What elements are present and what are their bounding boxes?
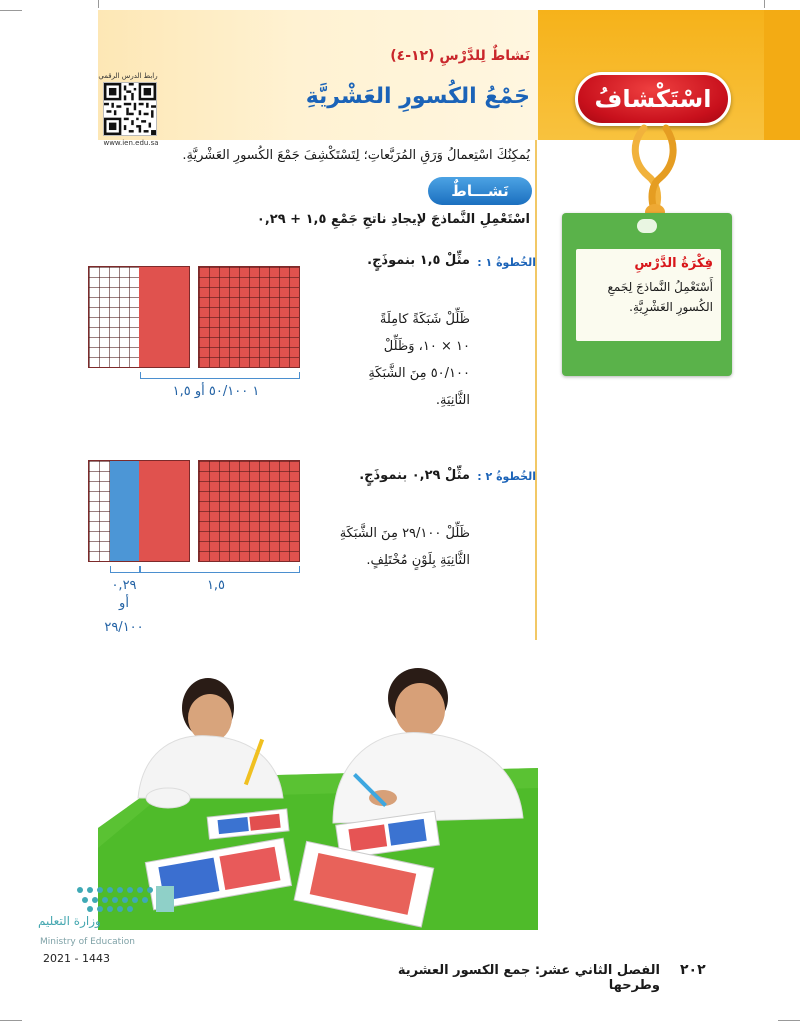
ministry-name-arabic: وزارة التعليم bbox=[38, 914, 101, 928]
activity-subtitle: نَشاطٌ لِلدَّرْسِ (١٢-٤) bbox=[390, 48, 530, 64]
qr-url[interactable]: www.ien.edu.sa bbox=[103, 139, 159, 147]
intro-text: يُمكِنُكَ اسْتِعمالُ وَرَقِ المُرَبَّعاتِ؛ لِتَسْتَكْشِفَ جَمْعَ الكُسورِ العَشْريَّةِ. bbox=[182, 148, 530, 163]
discover-label: اسْتَكْشافُ bbox=[594, 85, 712, 113]
step1-line: ظَلِّلْ شَبَكَةً كامِلَةً bbox=[379, 312, 470, 327]
page-number: ٢٠٢ bbox=[680, 962, 706, 978]
step2-grid-partial bbox=[88, 460, 190, 562]
step2-or: أو bbox=[119, 596, 129, 611]
step1-shaded-region bbox=[139, 267, 189, 367]
lesson-idea-card bbox=[576, 249, 721, 341]
crop-mark bbox=[778, 1020, 800, 1021]
crop-mark bbox=[98, 0, 99, 8]
column-divider bbox=[535, 140, 537, 640]
step1-label: الخُطوةُ ١ : bbox=[477, 256, 536, 269]
step2-small-value: ٠,٢٩ bbox=[111, 578, 137, 593]
ministry-logo-icon bbox=[70, 882, 180, 914]
discover-badge bbox=[575, 72, 731, 126]
task-text: اسْتَعْمِلِ النَّماذجَ لإيجادِ ناتجِ جَمْعِ ١,٥ + ٠,٢٩ bbox=[256, 212, 530, 227]
chapter-title: الفصل الثاني عشر: جمع الكسور العشرية وطرحها bbox=[397, 963, 660, 993]
step2-label: الخُطوةُ ٢ : bbox=[477, 470, 536, 483]
ministry-name-english: Ministry of Education bbox=[40, 937, 135, 947]
header-band bbox=[98, 10, 538, 140]
step2-brace-large bbox=[140, 566, 300, 573]
activity-badge-label: نَشـــاطٌ bbox=[451, 182, 509, 200]
step1-line: ٥٠/١٠٠ مِنَ الشَّبَكَةِ bbox=[368, 366, 470, 381]
step2-large-value: ١,٥ bbox=[206, 578, 226, 593]
crop-mark bbox=[0, 10, 22, 11]
crop-mark bbox=[764, 0, 765, 8]
step1-line: الثَّانِيَةِ. bbox=[435, 393, 470, 408]
step1-brace bbox=[140, 372, 300, 379]
step2-line: الثَّانِيَةِ بِلَوْنٍ مُخْتَلِفٍ. bbox=[366, 553, 470, 568]
edition-year: 2021 - 1443 bbox=[43, 952, 110, 965]
header-edge bbox=[764, 10, 800, 140]
lesson-idea-text: أَسْتَعْمِلُ النَّماذجَ لِجَمعِ الكُسورِ العَشْرِيَّةِ. bbox=[607, 280, 713, 314]
step2-red-region bbox=[139, 461, 189, 561]
step1-title: مثِّلْ ١,٥ بنموذَجٍ. bbox=[367, 253, 470, 268]
lesson-idea-title: فِكْرَةُ الدَّرْسِ bbox=[634, 256, 713, 271]
step1-sum-label: ١ ٥٠/١٠٠ أو ١,٥ bbox=[172, 384, 260, 399]
step2-description bbox=[300, 520, 470, 574]
step2-fraction: ٢٩/١٠٠ bbox=[104, 620, 144, 635]
qr-code-icon[interactable] bbox=[103, 82, 157, 136]
step1-description bbox=[320, 306, 470, 414]
crop-mark bbox=[0, 1020, 22, 1021]
step1-grid-full bbox=[198, 266, 300, 368]
step2-line: ظَلِّلْ ٢٩/١٠٠ مِنَ الشَّبَكَةِ bbox=[339, 526, 470, 541]
step2-brace-small bbox=[110, 566, 140, 573]
activity-badge bbox=[428, 177, 532, 205]
qr-label: رابط الدرس الرقمي bbox=[98, 72, 158, 80]
step2-blue-region bbox=[110, 461, 139, 561]
step1-grid-partial bbox=[88, 266, 190, 368]
lesson-title: جَمْعُ الكُسورِ العَشْريَّةِ bbox=[305, 84, 530, 109]
tag-hole bbox=[637, 219, 657, 233]
step2-title: مثِّلْ ٠,٢٩ بنموذَجٍ. bbox=[359, 468, 470, 483]
step2-grid-full bbox=[198, 460, 300, 562]
step1-line: ١٠ × ١٠، وَظَلِّلْ bbox=[383, 339, 470, 354]
